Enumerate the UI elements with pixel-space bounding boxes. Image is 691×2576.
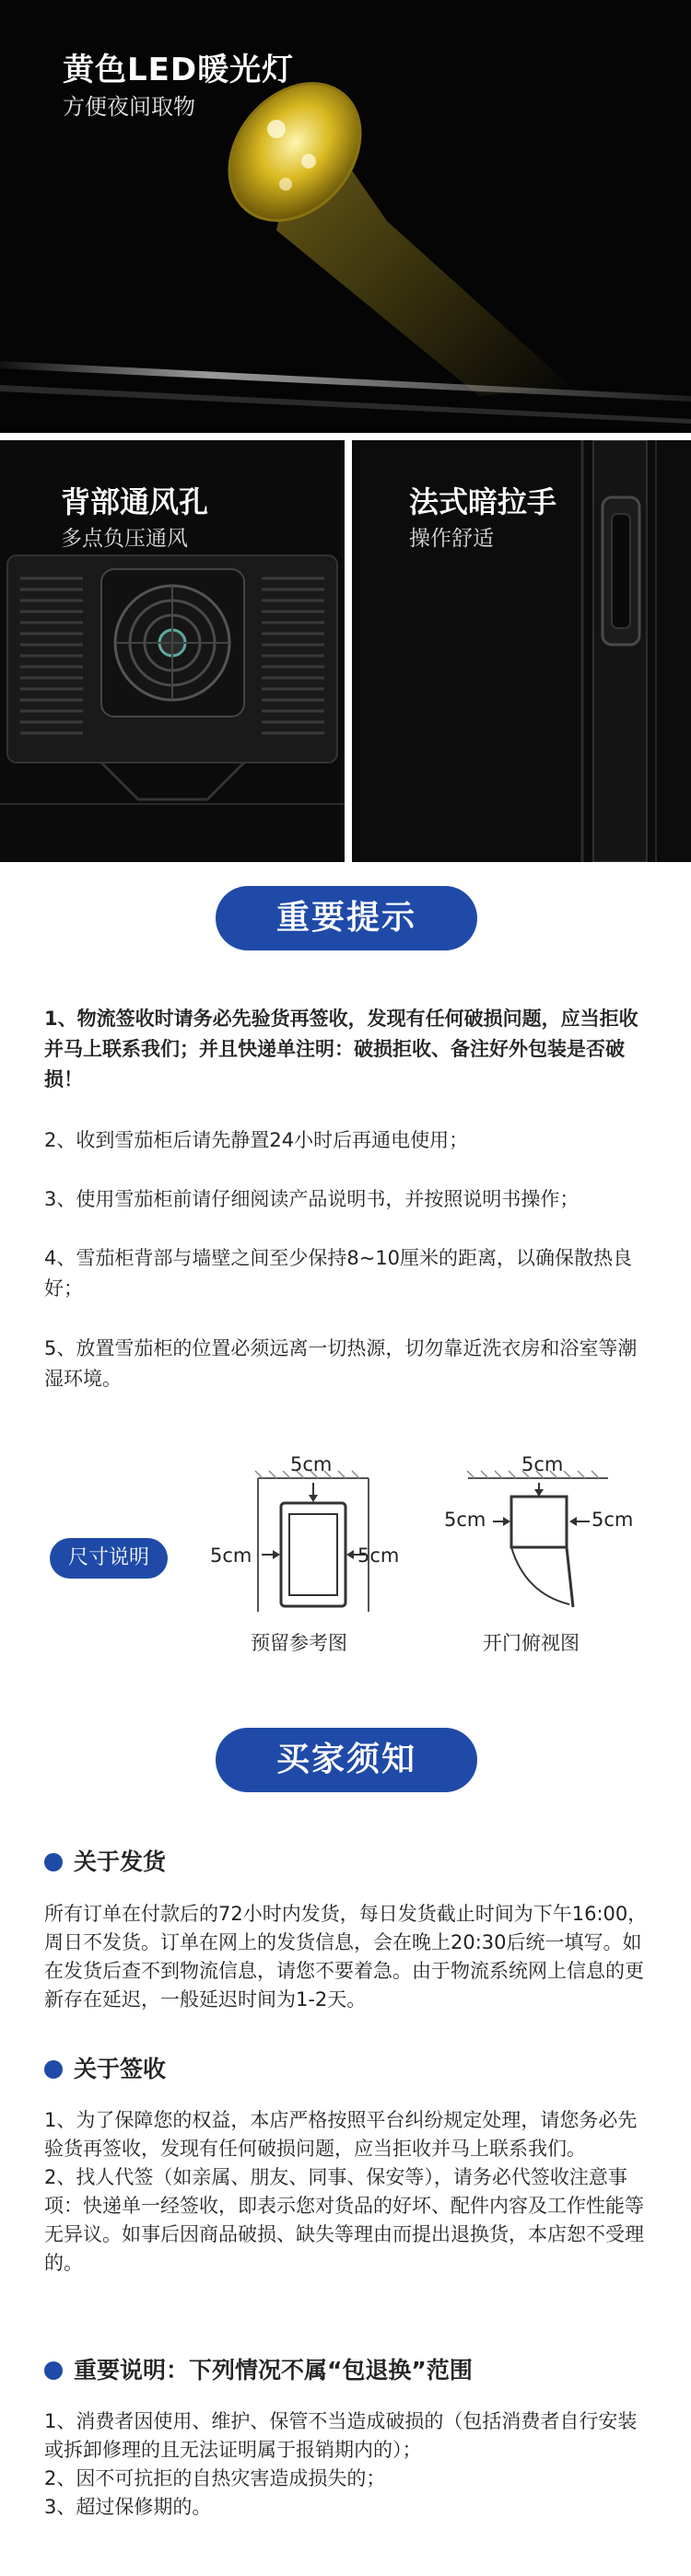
important-item-1: 1、物流签收时请务必先验货再签收，发现有任何破损问题，应当拒收并马上联系我们；并且快递单注明：破损拒收、备注好外包装是否破损！ <box>44 1008 638 1090</box>
caption-right: 开门俯视图 <box>483 1632 580 1654</box>
receipt-title: 关于签收 <box>74 2056 167 2082</box>
exclusion-item-1: 1、消费者因使用、维护、保管不当造成破损的（包括消费者自行安装或拆卸修理的且无法证明属于报销期内的）； <box>44 2410 638 2461</box>
important-item-5: 5、放置雪茄柜的位置必须远离一切热源，切勿靠近洗衣房和浴室等潮湿环境。 <box>44 1337 638 1390</box>
dim-right-right: 5cm <box>591 1509 634 1531</box>
dim-left-right: 5cm <box>444 1509 486 1531</box>
exclusion-list <box>44 2407 652 2522</box>
important-item-3: 3、使用雪茄柜前请仔细阅读产品说明书，并按照说明书操作； <box>44 1188 580 1210</box>
hero-subtitle: 方便夜间取物 <box>63 94 195 120</box>
shipping-text: 所有订单在付款后的72小时内发货，每日发货截止时间为下午16:00，周日不发货。订单在网上的发货信息，会在晚上20:30后统一填写。如在发货后查不到物流信息，请您不要着急。由于物流系统网上信息的更新存在延迟，一般延迟时间为1-2天。 <box>44 1903 648 2011</box>
caption-left: 预留参考图 <box>251 1632 347 1654</box>
dim-top-right: 5cm <box>521 1453 564 1475</box>
dim-top-left: 5cm <box>290 1453 333 1475</box>
important-heading: 重要提示 <box>216 886 477 950</box>
dim-left-left: 5cm <box>210 1544 252 1567</box>
receipt-item-1: 1、为了保障您的权益，本店严格按照平台纠纷规定处理，请您务必先验货再签收，发现有任何破损问题，应当拒收并马上联系我们。 <box>44 2109 638 2160</box>
important-item-2: 2、收到雪茄柜后请先静置24小时后再通电使用； <box>44 1129 469 1151</box>
receipt-item-2: 2、找人代签（如亲属、朋友、同事、保安等），请务必代签收注意事项：快递单一经签收，即表示您对货品的好坏、配件内容及工作性能等无异议。如事后因商品破损、缺失等理由而提出退换货，本店恕不受理的。 <box>44 2166 644 2274</box>
shipping-heading <box>44 1844 166 1877</box>
size-label: 尺寸说明 <box>50 1538 168 1579</box>
bullet-dot <box>44 2060 63 2079</box>
handle-title: 法式暗拉手 <box>409 484 557 519</box>
vent-panel <box>0 440 345 862</box>
receipt-list <box>44 2106 652 2278</box>
vent-subtitle: 多点负压通风 <box>61 527 188 551</box>
hero-title: 黄色LED暖光灯 <box>63 52 295 88</box>
buyer-heading: 买家须知 <box>216 1728 477 1792</box>
exclusion-heading <box>44 2352 473 2385</box>
led-light-banner <box>0 0 691 433</box>
bullet-dot <box>44 2361 63 2380</box>
dim-right-left: 5cm <box>357 1544 400 1567</box>
shipping-title: 关于发货 <box>74 1848 167 1875</box>
vent-title: 背部通风孔 <box>61 484 209 519</box>
clearance-diagram <box>0 1446 691 1649</box>
exclusion-title: 重要说明：下列情况不属“包退换”范围 <box>74 2357 473 2384</box>
exclusion-item-2: 2、因不可抗拒的自热灾害造成损失的； <box>44 2467 386 2489</box>
bullet-dot <box>44 1853 63 1871</box>
receipt-heading <box>44 2051 166 2084</box>
handle-panel <box>352 440 691 862</box>
exclusion-item-3: 3、超过保修期的。 <box>44 2496 212 2518</box>
important-item-4: 4、雪茄柜背部与墙壁之间至少保持8~10厘米的距离，以确保散热良好； <box>44 1247 633 1300</box>
handle-subtitle: 操作舒适 <box>409 527 494 551</box>
